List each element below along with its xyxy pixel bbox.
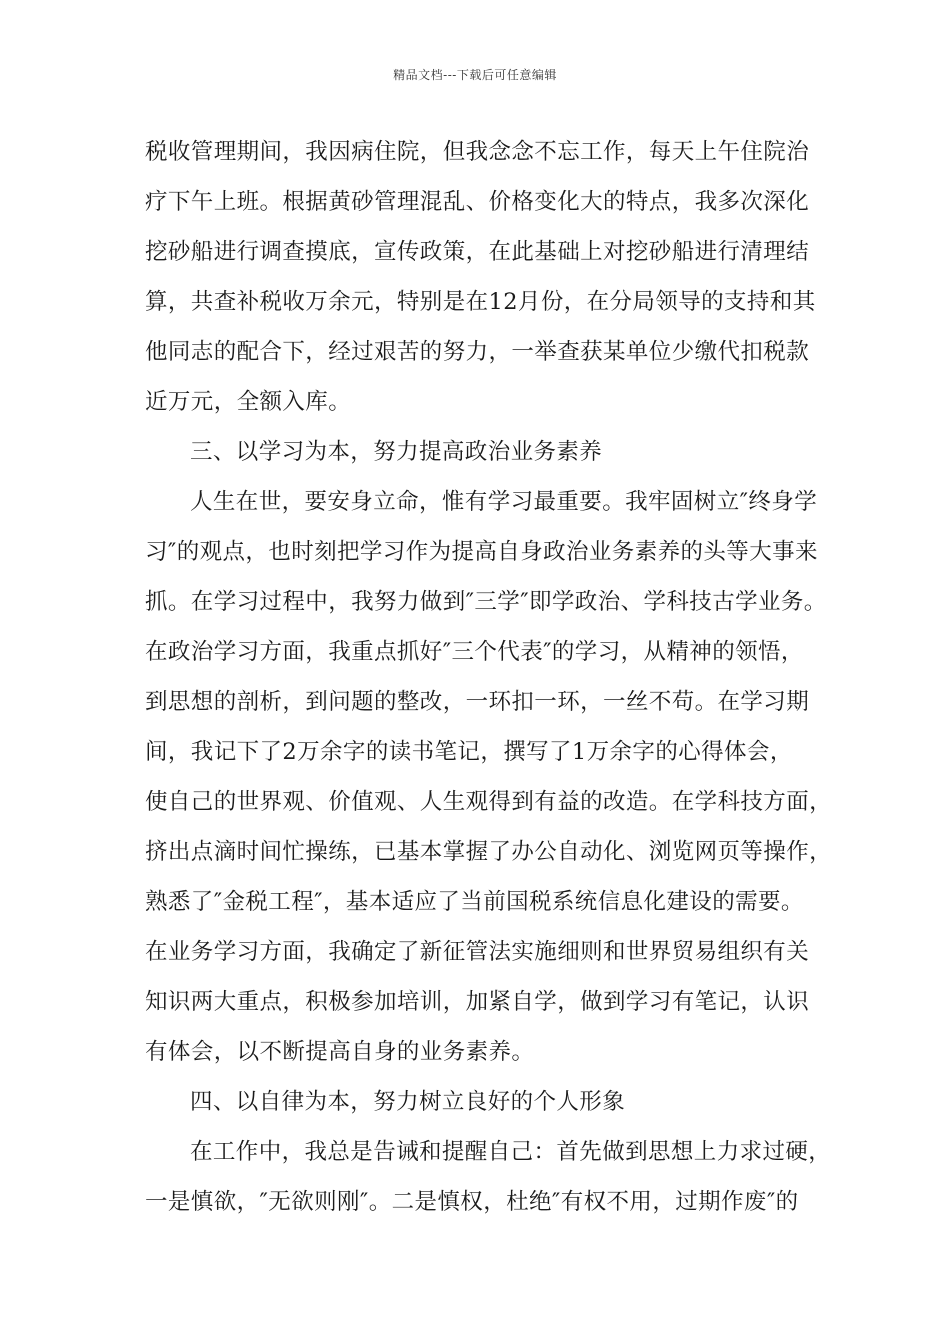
page-header: 精品文档---下载后可任意编辑 — [393, 68, 557, 82]
paragraph-line: 间，我记下了2万余字的读书笔记，撰写了1万余字的心得体会， — [145, 739, 793, 765]
paragraph-line: 挖砂船进行调查摸底，宣传政策，在此基础上对挖砂船进行清理结 — [145, 239, 810, 265]
paragraph-line: 有体会，以不断提高自身的业务素养。 — [145, 1039, 535, 1065]
paragraph-line: 使自己的世界观、价值观、人生观得到有益的改造。在学科技方面， — [145, 789, 833, 815]
paragraph-line: 在业务学习方面，我确定了新征管法实施细则和世界贸易组织有关 — [145, 939, 810, 965]
paragraph-line: 到思想的剖析，到问题的整改，一环扣一环，一丝不苟。在学习期 — [145, 689, 810, 715]
document-body — [145, 127, 835, 1227]
paragraph-line: 在工作中，我总是告诫和提醒自己：首先做到思想上力求过硬， — [190, 1139, 832, 1165]
paragraph-line: 税收管理期间，我因病住院，但我念念不忘工作，每天上午住院治 — [145, 139, 810, 165]
paragraph-line: 熟悉了″金税工程″，基本适应了当前国税系统信息化建设的需要。 — [145, 889, 804, 915]
section-heading: 三、以学习为本，努力提高政治业务素养 — [190, 439, 603, 465]
section-heading: 四、以自律为本，努力树立良好的个人形象 — [190, 1089, 626, 1115]
paragraph-line: 挤出点滴时间忙操练，已基本掌握了办公自动化、浏览网页等操作， — [145, 839, 833, 865]
paragraph-line: 一是慎欲，″无欲则刚″。二是慎权，杜绝″有权不用，过期作废″的 — [145, 1189, 799, 1215]
paragraph-line: 知识两大重点，积极参加培训，加紧自学，做到学习有笔记，认识 — [145, 989, 810, 1015]
paragraph-line: 抓。在学习过程中，我努力做到″三学″即学政治、学科技古学业务。 — [145, 589, 827, 615]
paragraph-line: 习″的观点，也时刻把学习作为提高自身政治业务素养的头等大事来 — [145, 539, 818, 565]
paragraph-line: 他同志的配合下，经过艰苦的努力，一举查获某单位少缴代扣税款 — [145, 339, 810, 365]
paragraph-line: 人生在世，要安身立命，惟有学习最重要。我牢固树立″终身学 — [190, 489, 818, 515]
paragraph-line: 疗下午上班。根据黄砂管理混乱、价格变化大的特点，我多次深化 — [145, 189, 810, 215]
paragraph-line: 近万元，全额入库。 — [145, 389, 352, 415]
paragraph-line: 在政治学习方面，我重点抓好″三个代表″的学习，从精神的领悟， — [145, 639, 804, 665]
paragraph-line: 算，共查补税收万余元，特别是在12月份，在分局领导的支持和其 — [145, 289, 816, 315]
